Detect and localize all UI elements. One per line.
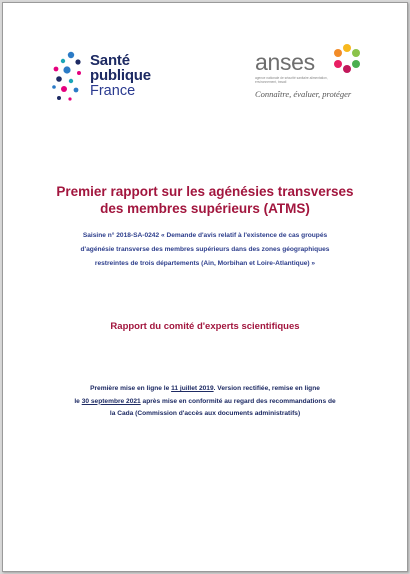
pub-text-5: la Cada (Commission d'accès aux documents administratifs) xyxy=(109,410,301,417)
pub-text-2: . Version rectifiée, remise en ligne xyxy=(213,385,320,392)
report-title-line-2: des membres supérieurs (ATMS) xyxy=(100,201,310,216)
anses-wordmark: anses xyxy=(255,49,315,75)
anses-subtitle: agence nationale de sécurité sanitaire alimentation, environnement, travail xyxy=(255,76,328,84)
saisine-line-2: d'agénésie transverse des membres supérieurs dans des zones géographiques xyxy=(80,246,330,253)
spf-line-1: Santé xyxy=(90,52,130,69)
saisine-line-3: restreintes de trois départements (Ain, Morbihan et Loire-Atlantique) » xyxy=(94,260,316,267)
publication-note xyxy=(17,383,393,421)
pub-text-1: Première mise en ligne le xyxy=(90,385,172,392)
spf-line-2: publique xyxy=(90,67,151,84)
saisine-block xyxy=(23,229,387,271)
saisine-line-1: Saisine n° 2018-SA-0242 « Demande d'avis relatif à l'existence de cas groupés xyxy=(82,232,328,239)
document-page xyxy=(2,2,408,572)
report-title xyxy=(23,183,387,217)
pub-text-4: après mise en conformité au regard des recommandations de xyxy=(140,397,336,405)
spf-dots-icon xyxy=(50,49,86,109)
pub-date-revised: 30 septembre 2021 xyxy=(81,397,141,405)
sante-publique-france-logo xyxy=(50,49,180,109)
anses-motto: Connaître, évaluer, protéger xyxy=(255,89,352,99)
spf-wordmark xyxy=(90,53,151,99)
pub-date-first: 11 juillet 2019 xyxy=(171,385,214,392)
committee-heading: Rapport du comité d'experts scientifiques xyxy=(110,321,300,332)
anses-logo xyxy=(255,43,375,103)
anses-flower-icon xyxy=(332,43,362,77)
spf-line-3: France xyxy=(90,83,136,99)
pub-text-3: le xyxy=(74,397,82,405)
report-title-line-1: Premier rapport sur les agénésies transverses xyxy=(56,184,354,199)
